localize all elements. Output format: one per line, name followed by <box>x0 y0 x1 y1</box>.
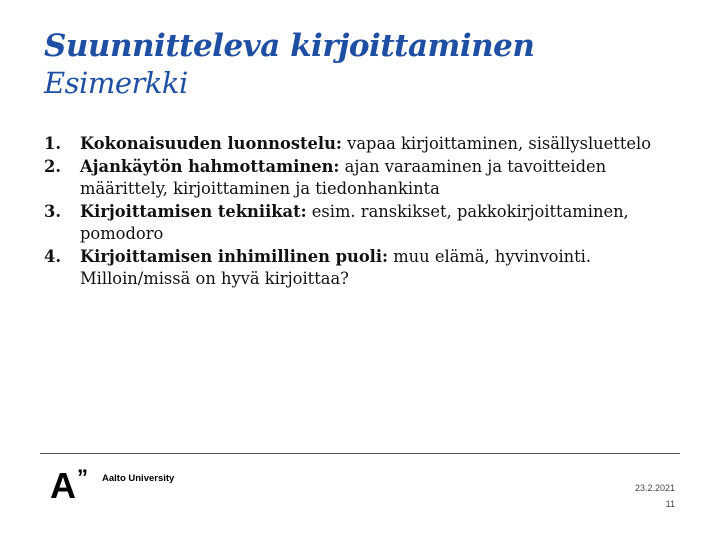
list-item-text: muu elämä, hyvinvointi. Milloin/missä on hyvä kirjoittaa? <box>80 246 592 288</box>
list-item-number: 2. <box>44 156 61 176</box>
list-item-number: 1. <box>44 134 61 153</box>
logo-name: Aalto University <box>102 473 175 484</box>
aalto-logo <box>50 465 200 506</box>
list-item-text: esim. ranskikset, pakkokirjoittaminen, pomodoro <box>80 201 629 243</box>
list-item-text: ajan varaaminen ja tavoitteiden määrittely, kirjoittaminen ja tiedonhankinta <box>80 156 607 198</box>
logo-letter: A <box>50 465 76 506</box>
footer-divider <box>40 453 680 454</box>
slide-title: Suunnitteleva kirjoittaminen <box>44 28 535 64</box>
content-list <box>44 133 694 291</box>
list-item <box>44 133 694 156</box>
list-item-lead: Ajankäytön hahmottaminen: <box>80 156 340 176</box>
list-item <box>44 156 694 201</box>
footer-date: 23.2.2021 <box>634 483 675 493</box>
page-number: 11 <box>665 499 675 509</box>
list-item-lead: Kirjoittamisen tekniikat: <box>80 201 307 221</box>
list-item-lead: Kokonaisuuden luonnostelu: <box>80 134 342 153</box>
list-item-lead: Kirjoittamisen inhimillinen puoli: <box>80 246 389 266</box>
list-item <box>44 246 694 291</box>
list-item <box>44 201 694 246</box>
list-item-number: 3. <box>44 201 61 221</box>
list-item-text: vapaa kirjoittaminen, sisällysluettelo <box>341 134 652 153</box>
slide-subtitle: Esimerkki <box>44 66 188 100</box>
list-item-number: 4. <box>44 246 61 266</box>
logo-quote-mark: ” <box>77 465 88 490</box>
